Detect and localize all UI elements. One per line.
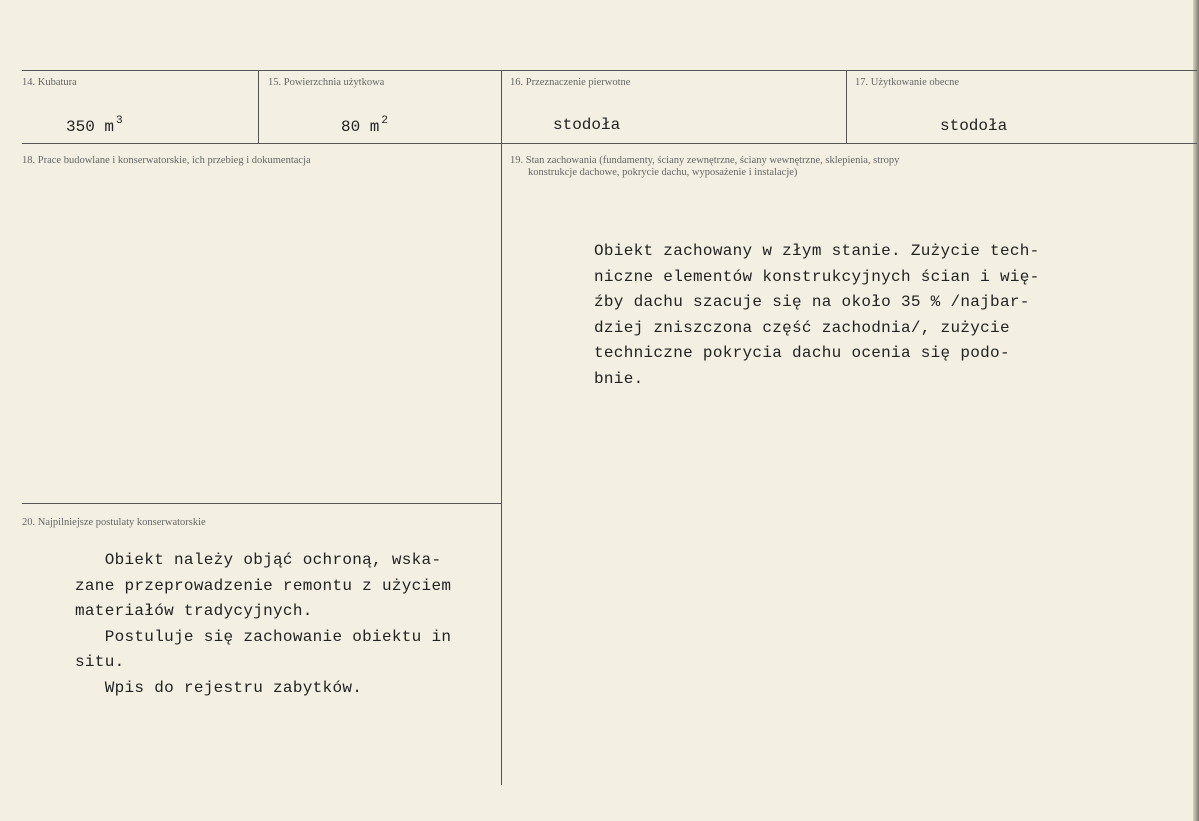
top-rule	[22, 70, 1197, 71]
stan-text: Obiekt zachowany w złym stanie. Zużycie tech- niczne elementów konstrukcyjnych ścian i wię- źby dachu szacuje się na około 35 % /najbar- dziej zniszczona część zachodnia/, zużycie techniczne pokrycia dachu ocenia się podo- bnie.	[594, 242, 1040, 388]
kubatura-label: 14. Kubatura	[22, 77, 77, 88]
powierzchnia-exponent: 2	[381, 115, 389, 127]
prace-label: 18. Prace budowlane i konserwatorskie, ich przebieg i dokumentacja	[22, 155, 311, 166]
column-divider-2	[501, 70, 502, 785]
powierzchnia-number: 80 m	[341, 118, 380, 136]
column-divider-1	[258, 70, 259, 143]
stan-label-line2: konstrukcje dachowe, pokrycie dachu, wyposażenie i instalacje)	[528, 167, 798, 178]
postulaty-label: 20. Najpilniejsze postulaty konserwatorskie	[22, 517, 206, 528]
uzytkowanie-value: stodoła	[940, 117, 1008, 135]
powierzchnia-label: 15. Powierzchnia użytkowa	[268, 77, 385, 88]
section-divider	[22, 503, 501, 504]
uzytkowanie-label: 17. Użytkowanie obecne	[855, 77, 960, 88]
powierzchnia-value	[341, 115, 388, 136]
column-divider-3	[846, 70, 847, 143]
kubatura-value	[66, 115, 123, 136]
page-edge-shadow	[1193, 0, 1199, 821]
przeznaczenie-value: stodoła	[553, 116, 621, 134]
stan-label-line1: 19. Stan zachowania (fundamenty, ściany zewnętrzne, ściany wewnętrzne, sklepienia, stropy	[510, 155, 900, 166]
row-divider	[22, 143, 1197, 144]
przeznaczenie-label: 16. Przeznaczenie pierwotne	[510, 77, 631, 88]
kubatura-exponent: 3	[116, 115, 123, 127]
kubatura-number: 350 m	[66, 118, 115, 136]
postulaty-text: Obiekt należy objąć ochroną, wska- zane przeprowadzenie remontu z użyciem materiałów tradycyjnych. Postuluje się zachowanie obiektu in situ. Wpis do rejestru zabytków.	[75, 551, 452, 697]
